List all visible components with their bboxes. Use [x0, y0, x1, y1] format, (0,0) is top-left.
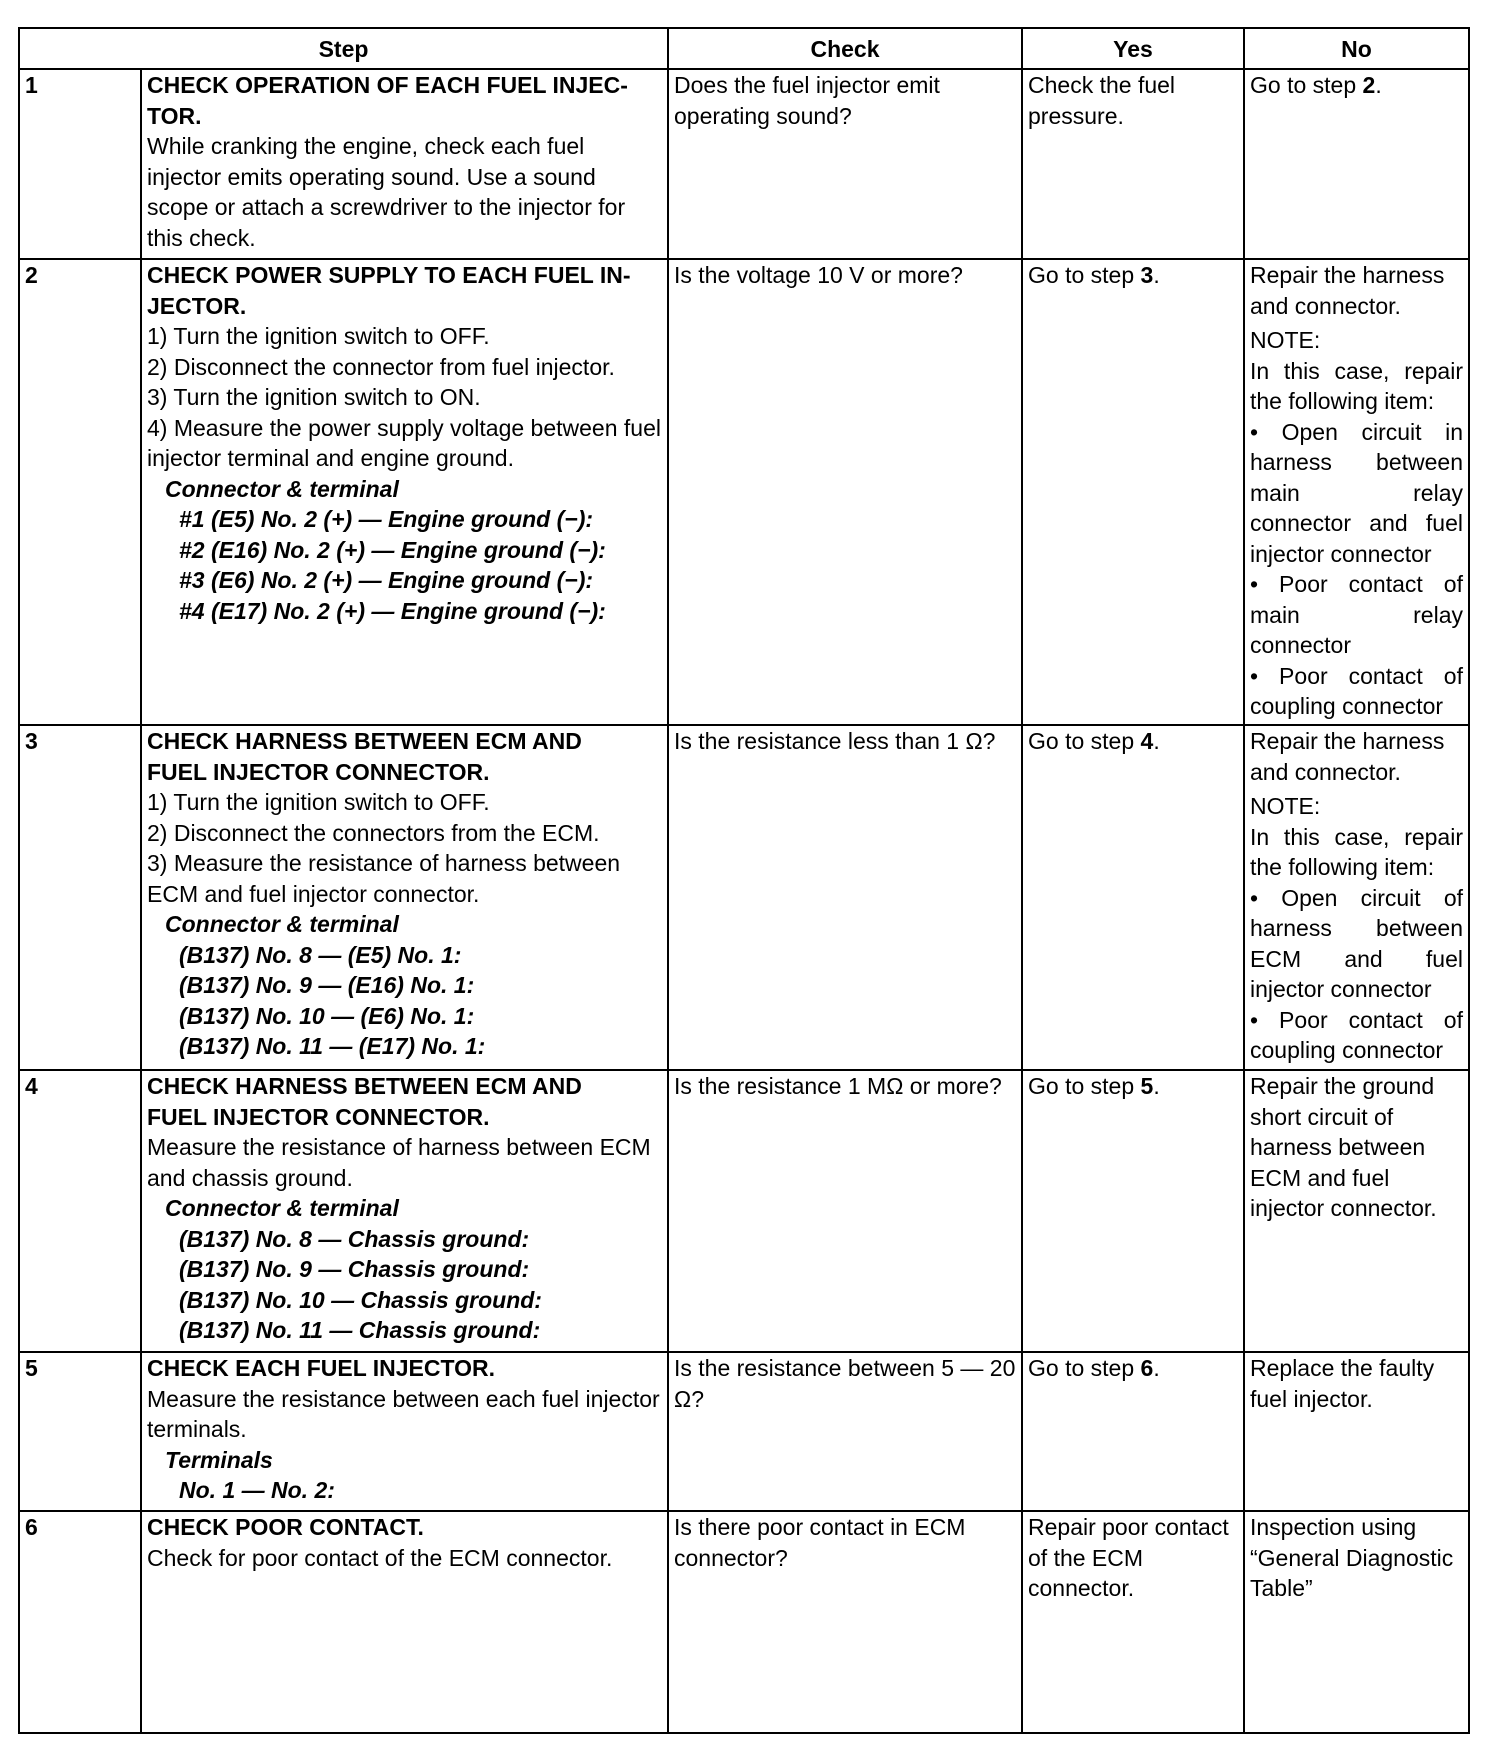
connector-item: (B137) No. 9 — (E16) No. 1:: [179, 972, 475, 998]
yes-cell: Repair poor contact of the ECM connector.: [1022, 1511, 1244, 1733]
step-title-line: FUEL INJECTOR CONNECTOR.: [147, 758, 490, 785]
step-reference: 2: [1362, 72, 1376, 98]
step-title-line: CHECK POOR CONTACT.: [147, 1514, 424, 1540]
table-row: [19, 725, 1469, 1070]
header-no: No: [1244, 28, 1469, 69]
no-cell: Inspection using “General Diagnostic Table”: [1244, 1511, 1469, 1733]
yes-text: Go to step: [1028, 728, 1141, 754]
yes-text: Go to step: [1028, 262, 1141, 288]
substep: 3) Turn the ignition switch to ON.: [147, 384, 481, 410]
table-row: [19, 1511, 1469, 1733]
step-title: [147, 260, 662, 321]
step-cell: [141, 259, 668, 725]
note-bullet: • Open circuit in harness between main relay connector and fuel injector connector: [1250, 418, 1463, 567]
connector-heading: Connector & terminal: [165, 911, 399, 937]
connector-item: (B137) No. 8 — (E5) No. 1:: [179, 941, 462, 968]
check-cell: Is the resistance 1 MΩ or more?: [668, 1070, 1022, 1352]
no-text: Go to step: [1250, 72, 1363, 98]
no-text-end: .: [1375, 72, 1382, 98]
note-text: In this case, repair the following item:: [1250, 357, 1463, 414]
no-cell: [1244, 259, 1469, 725]
step-cell: [141, 1352, 668, 1511]
step-cell: [141, 725, 668, 1070]
connector-item: (B137) No. 11 — Chassis ground:: [179, 1317, 541, 1343]
connector-item: (B137) No. 11 — (E17) No. 1:: [179, 1033, 486, 1059]
step-number: 4: [19, 1070, 141, 1352]
check-cell: Is the resistance between 5 — 20 Ω?: [668, 1352, 1022, 1511]
step-cell: [141, 1070, 668, 1352]
substep: 3) Measure the resistance of harness between ECM and fuel injector connector.: [147, 850, 621, 907]
yes-cell: Check the fuel pressure.: [1022, 69, 1244, 259]
substep: 1) Turn the ignition switch to OFF.: [147, 323, 490, 349]
check-cell: Does the fuel injector emit operating sound?: [668, 69, 1022, 259]
substep: 2) Disconnect the connectors from the ECM.: [147, 819, 600, 846]
connector-item: (B137) No. 10 — (E6) No. 1:: [179, 1002, 475, 1029]
connector-item: (B137) No. 9 — Chassis ground:: [179, 1256, 530, 1282]
step-title: [147, 1512, 662, 1543]
yes-cell: [1022, 259, 1244, 725]
header-yes: Yes: [1022, 28, 1244, 69]
step-number: 5: [19, 1352, 141, 1511]
substep: 2) Disconnect the connector from fuel injector.: [147, 353, 615, 380]
step-title-line: CHECK OPERATION OF EACH FUEL INJEC-: [147, 72, 628, 98]
step-number: 6: [19, 1511, 141, 1733]
note-bullet: • Open circuit of harness between ECM and fuel injector connector: [1250, 884, 1463, 1002]
note-bullet: • Poor contact of coupling connector: [1250, 662, 1463, 719]
connector-heading: Terminals: [165, 1446, 273, 1473]
step-title: [147, 70, 662, 131]
note-text: In this case, repair the following item:: [1250, 823, 1463, 880]
connector-item: #1 (E5) No. 2 (+) — Engine ground (−):: [179, 506, 594, 532]
no-main-text: Repair the harness and connector.: [1250, 728, 1445, 785]
step-title: [147, 1353, 662, 1384]
header-step: Step: [19, 28, 668, 69]
note-bullet: • Poor contact of coupling connector: [1250, 1006, 1463, 1063]
yes-text: Go to step: [1028, 1355, 1141, 1381]
no-main-text: Repair the harness and connector.: [1250, 262, 1445, 319]
no-cell: [1244, 69, 1469, 259]
connector-item: #3 (E6) No. 2 (+) — Engine ground (−):: [179, 567, 594, 593]
no-cell: Replace the faulty fuel injector.: [1244, 1352, 1469, 1511]
yes-cell: [1022, 1070, 1244, 1352]
step-title-line: CHECK HARNESS BETWEEN ECM AND: [147, 728, 582, 754]
check-cell: Is the resistance less than 1 Ω?: [668, 725, 1022, 1070]
step-description: Check for poor contact of the ECM connector.: [147, 1544, 613, 1571]
step-number: 3: [19, 725, 141, 1070]
step-reference: 6: [1140, 1355, 1154, 1381]
diagnostic-table: [18, 27, 1470, 1734]
yes-cell: [1022, 725, 1244, 1070]
yes-text: Go to step: [1028, 1073, 1141, 1099]
header-row: [19, 28, 1469, 69]
step-number: 2: [19, 259, 141, 725]
connector-item: No. 1 — No. 2:: [179, 1477, 335, 1503]
step-number: 1: [19, 69, 141, 259]
substep: 1) Turn the ignition switch to OFF.: [147, 789, 490, 815]
table-row: [19, 69, 1469, 259]
connector-item: (B137) No. 10 — Chassis ground:: [179, 1286, 542, 1313]
step-title: [147, 726, 662, 787]
step-title: [147, 1071, 662, 1132]
connector-heading: Connector & terminal: [165, 475, 399, 502]
step-cell: [141, 1511, 668, 1733]
yes-cell: [1022, 1352, 1244, 1511]
no-cell: [1244, 725, 1469, 1070]
connector-item: #2 (E16) No. 2 (+) — Engine ground (−):: [179, 536, 606, 563]
step-description: Measure the resistance between each fuel injector terminals.: [147, 1385, 660, 1442]
connector-item: #4 (E17) No. 2 (+) — Engine ground (−):: [179, 597, 606, 624]
check-cell: Is the voltage 10 V or more?: [668, 259, 1022, 725]
note-label: NOTE:: [1250, 793, 1321, 819]
table-row: [19, 1352, 1469, 1511]
table-row: [19, 1070, 1469, 1352]
step-title-line: CHECK HARNESS BETWEEN ECM AND: [147, 1073, 582, 1099]
substep: 4) Measure the power supply voltage between fuel injector terminal and engine ground.: [147, 414, 661, 471]
step-title-line: CHECK EACH FUEL INJECTOR.: [147, 1355, 496, 1381]
step-title-line: FUEL INJECTOR CONNECTOR.: [147, 1103, 490, 1130]
step-reference: 3: [1140, 262, 1154, 288]
yes-text-end: .: [1153, 1073, 1160, 1099]
connector-heading: Connector & terminal: [165, 1195, 399, 1221]
yes-text-end: .: [1153, 262, 1160, 288]
note-bullet: • Poor contact of main relay connector: [1250, 571, 1463, 658]
check-cell: Is there poor contact in ECM connector?: [668, 1511, 1022, 1733]
yes-text-end: .: [1153, 1355, 1160, 1381]
step-description: While cranking the engine, check each fuel injector emits operating sound. Use a sound scope or attach a screwdriver to the injector for this check.: [147, 133, 626, 251]
step-description: Measure the resistance of harness between ECM and chassis ground.: [147, 1134, 651, 1191]
header-check: Check: [668, 28, 1022, 69]
step-reference: 5: [1140, 1073, 1154, 1099]
note-label: NOTE:: [1250, 327, 1321, 353]
step-reference: 4: [1140, 728, 1154, 754]
connector-item: (B137) No. 8 — Chassis ground:: [179, 1225, 530, 1252]
table-row: [19, 259, 1469, 725]
step-cell: [141, 69, 668, 259]
yes-text-end: .: [1153, 728, 1160, 754]
step-title-line: JECTOR.: [147, 292, 247, 319]
step-title-line: TOR.: [147, 102, 202, 129]
no-cell: Repair the ground short circuit of harness between ECM and fuel injector connector.: [1244, 1070, 1469, 1352]
step-title-line: CHECK POWER SUPPLY TO EACH FUEL IN-: [147, 262, 631, 288]
